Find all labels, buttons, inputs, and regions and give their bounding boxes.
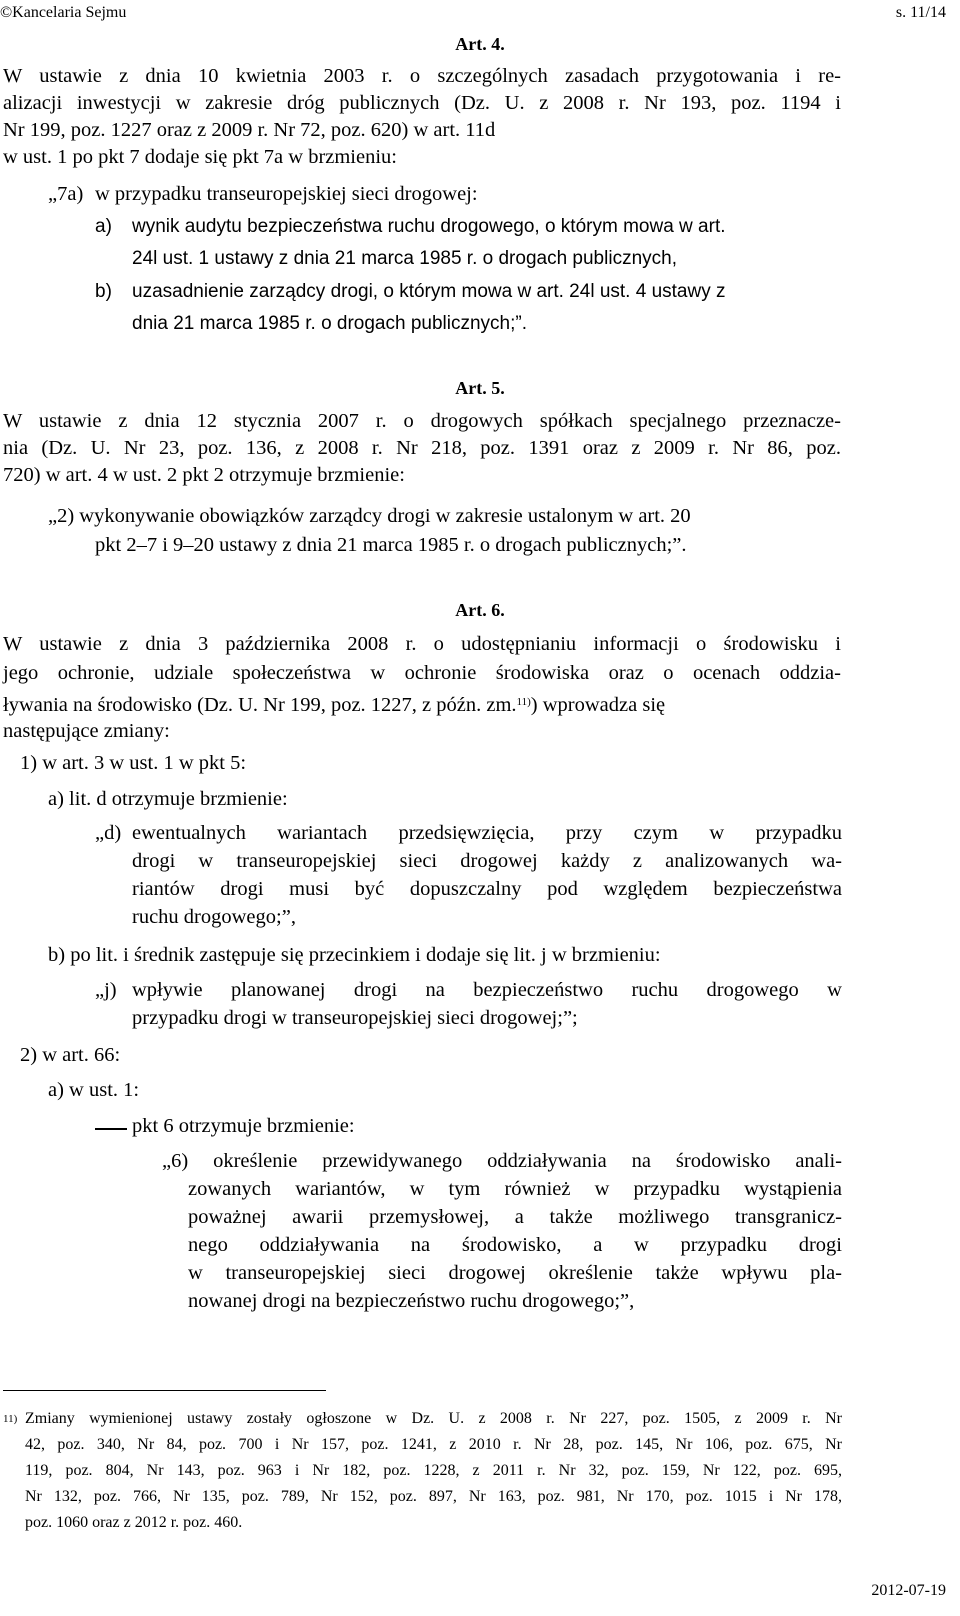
art6-lit-j-line-2: przypadku drogi w transeuropejskiej sieci drogowej;”; (132, 1007, 578, 1029)
publication-date: 2012-07-19 (871, 1582, 946, 1599)
art4-item-a-marker: a) (95, 216, 112, 237)
art6-point-6-line-5: w transeuropejskiej sieci drogowej określenie także wpływu pla- (188, 1262, 842, 1284)
footnote-line-1 (3, 1406, 17, 1437)
art6-intro-line-3-text: ływania na środowisko (Dz. U. Nr 199, poz. 1227, z późn. zm. (3, 694, 517, 716)
art6-lit-d-marker: „d) (95, 822, 122, 844)
art4-item-b-line-1: uzasadnienie zarządcy drogi, o którym mowa w art. 24l ust. 4 ustawy z (132, 281, 726, 302)
art4-intro-line-3: Nr 199, poz. 1227 oraz z 2009 r. Nr 72, poz. 620) w art. 11d (3, 119, 496, 141)
art4-intro-line-2: alizacji inwestycji w zakresie dróg publicznych (Dz. U. z 2008 r. Nr 193, poz. 1194 i (3, 92, 841, 114)
art4-item-a-line-1: wynik audytu bezpieczeństwa ruchu drogowego, o którym mowa w art. (132, 216, 726, 237)
art6-point-6-line-6: nowanej drogi na bezpieczeństwo ruchu drogowego;”, (188, 1290, 635, 1312)
art4-item-7a-marker: „7a) (48, 183, 84, 205)
art6-point-1: 1) w art. 3 w ust. 1 w pkt 5: (20, 752, 247, 774)
art4-intro-line-1: W ustawie z dnia 10 kwietnia 2003 r. o szczególnych zasadach przygotowania i re- (3, 65, 841, 87)
art6-lit-d-line-3: riantów drogi musi być dopuszczalny pod względem bezpieczeństwa (132, 878, 842, 900)
list-dash (95, 1128, 127, 1130)
art6-lit-j-line-1: wpływie planowanej drogi na bezpieczeństwo ruchu drogowego w (132, 979, 842, 1001)
footnote-text-line-5: poz. 1060 oraz z 2012 r. poz. 460. (25, 1514, 243, 1531)
art6-intro-line-4: następujące zmiany: (3, 720, 170, 742)
art5-intro-line-1: W ustawie z dnia 12 stycznia 2007 r. o drogowych spółkach specjalnego przeznacze- (3, 410, 841, 432)
art6-point-1-a: a) lit. d otrzymuje brzmienie: (48, 788, 288, 810)
footnote-reference[interactable]: 11) (516, 696, 531, 708)
footnote-text-line-1: Zmiany wymienionej ustawy zostały ogłoszone w Dz. U. z 2008 r. Nr 227, poz. 1505, z 2009 r. Nr (25, 1410, 842, 1427)
art6-point-2-a-dash-text: pkt 6 otrzymuje brzmienie: (132, 1115, 355, 1137)
art6-lit-d-line-1: ewentualnych wariantach przedsięwzięcia, przy czym w przypadku (132, 822, 842, 844)
art6-point-6-line-3: poważnej awarii przemysłowej, a także możliwego transgranicz- (188, 1206, 842, 1228)
art5-item-2-line-2: pkt 2–7 i 9–20 ustawy z dnia 21 marca 1985 r. o drogach publicznych;”. (95, 534, 687, 556)
footnote-text-line-4: Nr 132, poz. 766, Nr 135, poz. 789, Nr 152, poz. 897, Nr 163, poz. 981, Nr 170, poz. 1015 i Nr 178, (25, 1488, 842, 1505)
art4-intro-line-4: w ust. 1 po pkt 7 dodaje się pkt 7a w brzmieniu: (3, 146, 397, 168)
art5-item-2-line-1: „2) wykonywanie obowiązków zarządcy drogi w zakresie ustalonym w art. 20 (48, 505, 691, 527)
art4-item-7a-text: w przypadku transeuropejskiej sieci drogowej: (95, 183, 478, 205)
footnote-separator (3, 1390, 326, 1391)
page-number: s. 11/14 (895, 4, 946, 21)
art6-intro-line-3-tail: ) wprowadza się (530, 694, 666, 716)
art4-item-b-marker: b) (95, 281, 112, 302)
art6-lit-j-marker: „j) (95, 979, 117, 1001)
art6-point-2: 2) w art. 66: (20, 1044, 121, 1066)
art6-lit-d-line-2: drogi w transeuropejskiej sieci drogowej każdy z analizowanych wa- (132, 850, 842, 872)
art5-intro-line-3: 720) w art. 4 w ust. 2 pkt 2 otrzymuje brzmienie: (3, 464, 405, 486)
art6-point-6-line-1: „6) określenie przewidywanego oddziaływania na środowisko anali- (162, 1150, 842, 1172)
footnote-text-line-2: 42, poz. 340, Nr 84, poz. 700 i Nr 157, poz. 1241, z 2010 r. Nr 28, poz. 145, Nr 106, poz. 675, Nr (25, 1436, 842, 1453)
art6-intro-line-2: jego ochronie, udziale społeczeństwa w ochronie środowiska oraz o ocenach oddzia- (3, 662, 841, 684)
article-5-heading: Art. 5. (455, 378, 505, 398)
art6-point-1-b: b) po lit. i średnik zastępuje się przecinkiem i dodaje się lit. j w brzmieniu: (48, 944, 661, 966)
art6-point-2-a: a) w ust. 1: (48, 1079, 140, 1101)
article-6-heading: Art. 6. (455, 600, 505, 620)
art5-intro-line-2: nia (Dz. U. Nr 23, poz. 136, z 2008 r. Nr 218, poz. 1391 oraz z 2009 r. Nr 86, poz. (3, 437, 841, 459)
art4-item-a-line-2: 24l ust. 1 ustawy z dnia 21 marca 1985 r. o drogach publicznych, (132, 248, 677, 269)
art4-item-b-line-2: dnia 21 marca 1985 r. o drogach publicznych;”. (132, 313, 528, 334)
publisher-header: ©Kancelaria Sejmu (0, 4, 127, 21)
footnote-marker: 11) (3, 1413, 18, 1425)
art6-intro-line-1: W ustawie z dnia 3 października 2008 r. o udostępnianiu informacji o środowisku i (3, 633, 841, 655)
article-4-heading: Art. 4. (455, 34, 505, 54)
art6-lit-d-line-4: ruchu drogowego;”, (132, 906, 296, 928)
footnote-text-line-3: 119, poz. 804, Nr 143, poz. 963 i Nr 182, poz. 1228, z 2011 r. Nr 32, poz. 159, Nr 122, poz. 695, (25, 1462, 842, 1479)
art6-intro-line-3 (3, 688, 665, 720)
art6-point-6-line-4: nego oddziaływania na środowisko, a w przypadku drogi (188, 1234, 842, 1256)
art6-point-6-line-2: zowanych wariantów, w tym również w przypadku wystąpienia (188, 1178, 842, 1200)
